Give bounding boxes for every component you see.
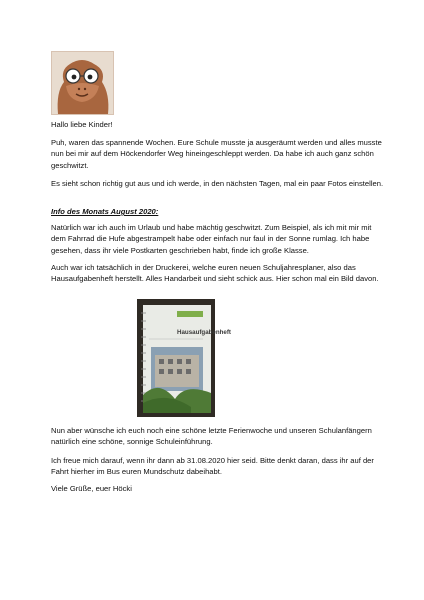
paragraph-5 [51, 425, 387, 448]
section-heading-text: Info des Monats August 2020: [51, 207, 159, 216]
planner-cover-title: Hausaufgabenheft [177, 329, 231, 336]
paragraph-1-text: Puh, waren das spannende Wochen. Eure Schule musste ja ausgeräumt werden und alles musste nun bei mir auf dem Höckendorfer Weg hineingeschleppt werden. Da habe ich auch ganz schön geschwitzt. [51, 138, 382, 170]
section-heading [51, 206, 387, 217]
camel-mascot-icon [52, 52, 113, 114]
paragraph-2 [51, 178, 387, 189]
paragraph-4-text: Auch war ich tatsächlich in der Druckerei, welche euren neuen Schuljahresplaner, also das Hausaufgabenheft herstellt. Alles Handarbeit und sieht schick aus. Hier schon mal ein Bild davon. [51, 263, 379, 284]
paragraph-4 [51, 262, 387, 285]
greeting-text: Hallo liebe Kinder! [51, 120, 113, 129]
mascot-drawing [51, 51, 114, 115]
signoff-text: Viele Grüße, euer Höcki [51, 484, 132, 493]
homework-planner-image [137, 299, 231, 417]
paragraph-6 [51, 455, 387, 478]
planner-photo [137, 299, 231, 417]
signoff [51, 483, 387, 494]
paragraph-2-text: Es sieht schon richtig gut aus und ich werde, in den nächsten Tagen, mal ein paar Fotos einstellen. [51, 179, 384, 188]
paragraph-3 [51, 222, 387, 256]
greeting [51, 119, 387, 130]
paragraph-1 [51, 137, 387, 171]
paragraph-6-text: Ich freue mich darauf, wenn ihr dann ab 31.08.2020 hier seid. Bitte denkt daran, dass ihr auf der Fahrt hierher im Bus euren Mundschutz dabeihabt. [51, 456, 374, 477]
paragraph-3-text: Natürlich war ich auch im Urlaub und habe mächtig geschwitzt. Zum Beispiel, als ich mit mir mit dem Fahrrad die Hufe abgestrampelt habe oder einfach nur faul in der Sonne rumlag. Ich habe gesehen, dass ihr viele Postkarten geschrieben habt, finde ich große Klasse. [51, 223, 372, 255]
paragraph-5-text: Nun aber wünsche ich euch noch eine schöne letzte Ferienwoche und unseren Schulanfängern natürlich eine schöne, sonnige Schuleinführung. [51, 426, 372, 447]
